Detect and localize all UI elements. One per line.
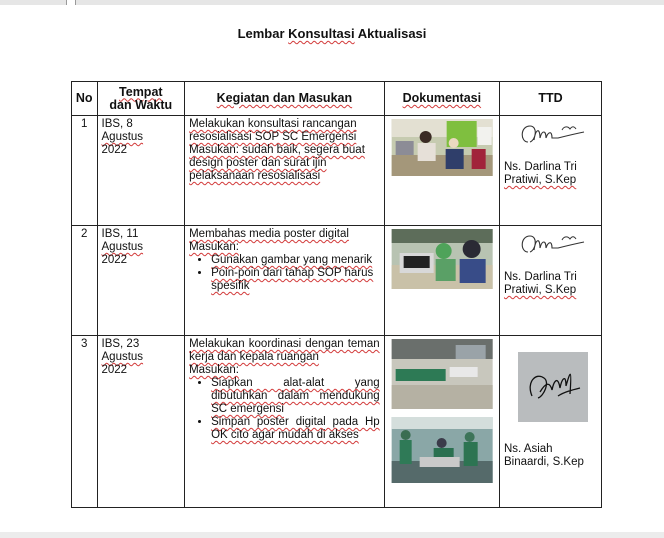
row-month: Agustus: [101, 131, 144, 143]
header-documentation: [384, 82, 499, 116]
row-activity-text: Melakukan konsultasi rancangan resosialisasi SOP SC Emergensi: [189, 118, 357, 143]
signer-name-line2: Pratiwi, S.Kep: [503, 174, 577, 186]
signature-wrapper: [504, 338, 597, 505]
row-number: 2: [72, 226, 98, 336]
row-year: 2022: [101, 144, 128, 156]
signer-name-line1: Ns. Darlina Tri: [503, 271, 577, 283]
header-activity: [185, 82, 385, 116]
consultation-table: [71, 81, 602, 508]
row-signature-cell: [499, 226, 601, 336]
list-item: • Poin-poin dari tahap SOP harus spesifik: [211, 267, 380, 293]
row-place: IBS, 23: [101, 338, 140, 350]
signer-name-line1: Ns. Asiah: [503, 443, 553, 455]
header-signature: TTD: [499, 82, 601, 116]
row-place: IBS, 11: [101, 228, 139, 240]
row-activity: [185, 226, 385, 336]
operating-room-photo: [389, 339, 495, 409]
signer-name: [504, 443, 584, 469]
row-feedback-label: Masukan:: [189, 364, 239, 376]
row-signature-cell: [499, 336, 601, 508]
row-year: 2022: [101, 364, 128, 376]
table-row: [72, 336, 602, 508]
row-place: IBS, 8: [101, 118, 133, 130]
row-feedback-text: Masukan: sudah baik, segera buat design poster dan surat ijin pelaksanaan resosialisasi: [189, 144, 365, 182]
row-place-time: [97, 336, 185, 508]
header-place-line: Tempat: [119, 84, 163, 99]
row-activity: [185, 116, 385, 226]
row-feedback-label: Masukan:: [189, 241, 239, 253]
row-documentation: [384, 226, 499, 336]
row-month: Agustus: [101, 351, 144, 363]
signer-name-line1: Ns. Darlina Tri: [503, 161, 577, 173]
signature-wrapper: [504, 228, 597, 333]
document-title: [0, 26, 664, 41]
signature-asiah: [518, 352, 588, 422]
title-part-3: Aktualisasi: [354, 26, 427, 41]
table-row: [72, 226, 602, 336]
feedback-list: [189, 377, 380, 442]
row-signature-cell: [499, 116, 601, 226]
row-activity-text: Membahas media poster digital: [189, 228, 349, 240]
table-header-row: [72, 82, 602, 116]
row-place-time: [97, 116, 185, 226]
list-item: • Simpan poster digital pada Hp OK cito agar mudah di akses: [211, 416, 380, 442]
signer-name-line2: Binaardi, S.Kep: [503, 456, 584, 468]
header-documentation-label: Dokumentasi: [402, 91, 482, 105]
table-row: [72, 116, 602, 226]
signature-darlina: [518, 120, 588, 152]
row-month: Agustus: [101, 241, 144, 253]
list-item: • Siapkan alat-alat yang dibutuhkan dalam mendukung SC emergensi: [211, 377, 380, 416]
list-item: • Gunakan gambar yang menarik: [211, 254, 380, 267]
row-documentation: [384, 336, 499, 508]
poster-discussion-photo: [389, 229, 495, 289]
team-coordination-photo: [389, 417, 495, 483]
signature-darlina: [518, 230, 588, 262]
header-place-time: [97, 82, 185, 116]
row-documentation: [384, 116, 499, 226]
header-time-line: dan Waktu: [109, 97, 173, 112]
row-activity: [185, 336, 385, 508]
signer-name: [504, 271, 577, 297]
bottom-strip: [0, 532, 664, 538]
row-year: 2022: [101, 254, 128, 266]
consultation-office-photo: [389, 119, 495, 176]
header-activity-label: Kegiatan dan Masukan: [216, 91, 353, 105]
feedback-list: [189, 254, 380, 293]
header-no: No: [72, 82, 98, 116]
signer-name: [504, 161, 577, 187]
row-place-time: [97, 226, 185, 336]
row-number: 3: [72, 336, 98, 508]
row-activity-text: Melakukan koordinasi dengan teman kerja dan kepala ruangan: [189, 338, 380, 363]
title-part-2: Konsultasi: [288, 26, 355, 41]
signer-name-line2: Pratiwi, S.Kep: [503, 284, 577, 296]
row-number: 1: [72, 116, 98, 226]
title-part-1: Lembar: [237, 26, 289, 41]
signature-wrapper: [504, 118, 597, 223]
